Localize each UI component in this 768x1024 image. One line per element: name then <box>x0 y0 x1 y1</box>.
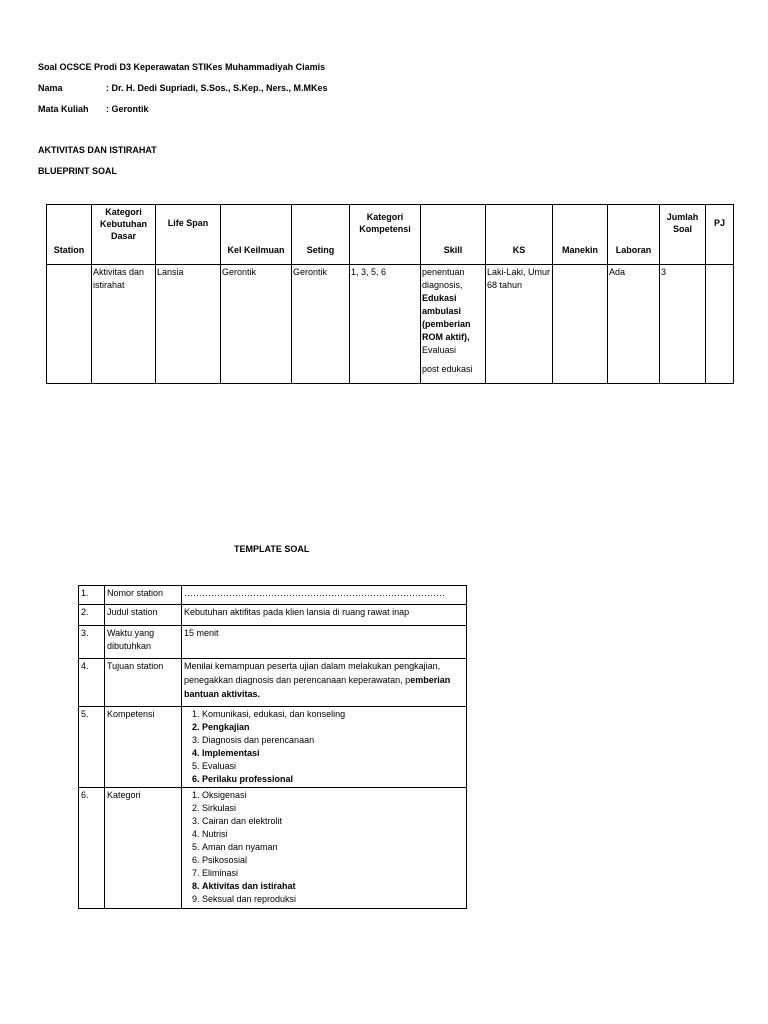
header-station: Station <box>47 205 92 265</box>
cell-jumlah-soal: 3 <box>660 265 706 384</box>
cell-kel-keilmuan: Gerontik <box>221 265 292 384</box>
blueprint-data-row <box>47 265 734 384</box>
list-item: 2. Pengkajian <box>202 721 464 734</box>
template-row-6 <box>79 788 467 909</box>
skill-line: ambulasi <box>422 306 462 316</box>
document-title: Soal OCSCE Prodi D3 Keperawatan STIKes Muhammadiyah Ciamis <box>38 62 326 72</box>
cell-life-span: Lansia <box>156 265 221 384</box>
row-label: Tujuan station <box>105 659 182 707</box>
row-value <box>182 707 467 788</box>
header-pj: PJ <box>706 205 734 265</box>
template-row-2 <box>79 605 467 626</box>
mata-kuliah-value: : Gerontik <box>106 104 149 114</box>
row-number: 3. <box>79 626 105 659</box>
header-skill: Skill <box>421 205 486 265</box>
template-row-4 <box>79 659 467 707</box>
cell-kompetensi: 1, 3, 5, 6 <box>350 265 421 384</box>
skill-line: (pemberian <box>422 319 471 329</box>
section-title: AKTIVITAS DAN ISTIRAHAT <box>38 145 157 155</box>
header-jumlah-soal: Jumlah Soal <box>660 205 706 265</box>
list-item: 5. Aman dan nyaman <box>202 841 464 854</box>
row-number: 1. <box>79 586 105 605</box>
template-title: TEMPLATE SOAL <box>234 544 310 554</box>
row-label: Judul station <box>105 605 182 626</box>
list-item: 7. Eliminasi <box>202 867 464 880</box>
row-label: Kompetensi <box>105 707 182 788</box>
blueprint-header-row <box>47 205 734 265</box>
row-number: 2. <box>79 605 105 626</box>
cell-pj <box>706 265 734 384</box>
cell-skill <box>421 265 486 384</box>
mata-kuliah-label: Mata Kuliah <box>38 104 89 114</box>
row-label: Waktu yang dibutuhkan <box>105 626 182 659</box>
list-item: 3. Diagnosis dan perencanaan <box>202 734 464 747</box>
blueprint-title: BLUEPRINT SOAL <box>38 166 118 176</box>
nama-label: Nama <box>38 83 63 93</box>
row-number: 5. <box>79 707 105 788</box>
kompetensi-list <box>184 708 464 786</box>
skill-line: ROM aktif), <box>422 332 470 342</box>
row-number: 6. <box>79 788 105 909</box>
tujuan-text: Menilai kemampuan peserta ujian dalam melakukan pengkajian, penegakkan diagnosis dan perencanaan keperawatan, p <box>184 661 441 685</box>
cell-seting: Gerontik <box>292 265 350 384</box>
header-seting: Seting <box>292 205 350 265</box>
kategori-list <box>184 789 464 906</box>
cell-manekin <box>553 265 608 384</box>
row-value: Kebutuhan aktifitas pada klien lansia di ruang rawat inap <box>182 605 467 626</box>
header-laboran: Laboran <box>608 205 660 265</box>
skill-line: Evaluasi <box>422 345 457 355</box>
row-value <box>182 659 467 707</box>
skill-line: diagnosis, <box>422 280 463 290</box>
template-row-3 <box>79 626 467 659</box>
row-value: 15 menit <box>182 626 467 659</box>
list-item: 2. Sirkulasi <box>202 802 464 815</box>
row-value: …………………………………………………………………………… <box>182 586 467 605</box>
list-item: 4. Implementasi <box>202 747 464 760</box>
template-table <box>78 585 467 909</box>
header-kategori-kompetensi: Kategori Kompetensi <box>350 205 421 265</box>
row-label: Kategori <box>105 788 182 909</box>
mata-kuliah-line <box>38 104 149 114</box>
cell-laboran: Ada <box>608 265 660 384</box>
row-value <box>182 788 467 909</box>
skill-line: penentuan <box>422 267 465 277</box>
list-item: 1. Komunikasi, edukasi, dan konseling <box>202 708 464 721</box>
row-label: Nomor station <box>105 586 182 605</box>
blueprint-table <box>46 204 734 384</box>
header-kategori: Kategori Kebutuhan Dasar <box>92 205 156 265</box>
header-life-span: Life Span <box>156 205 221 265</box>
list-item: 8. Aktivitas dan istirahat <box>202 880 464 893</box>
list-item: 3. Cairan dan elektrolit <box>202 815 464 828</box>
list-item: 6. Psikososial <box>202 854 464 867</box>
template-row-5 <box>79 707 467 788</box>
nama-value: : Dr. H. Dedi Supriadi, S.Sos., S.Kep., Ners., M.MKes <box>106 83 328 93</box>
list-item: 5. Evaluasi <box>202 760 464 773</box>
cell-station <box>47 265 92 384</box>
header-ks: KS <box>486 205 553 265</box>
skill-line: post edukasi <box>422 364 473 374</box>
skill-line: Edukasi <box>422 293 457 303</box>
row-number: 4. <box>79 659 105 707</box>
header-kel-keilmuan: Kel Keilmuan <box>221 205 292 265</box>
nama-line <box>38 83 328 93</box>
list-item: 4. Nutrisi <box>202 828 464 841</box>
header-manekin: Manekin <box>553 205 608 265</box>
list-item: 1. Oksigenasi <box>202 789 464 802</box>
cell-ks: Laki-Laki, Umur 68 tahun <box>486 265 553 384</box>
template-row-1 <box>79 586 467 605</box>
list-item: 6. Perilaku professional <box>202 773 464 786</box>
list-item: 9. Seksual dan reproduksi <box>202 893 464 906</box>
cell-kategori: Aktivitas dan istirahat <box>92 265 156 384</box>
tujuan-text-bold: emberian bantuan aktivitas. <box>184 675 451 699</box>
